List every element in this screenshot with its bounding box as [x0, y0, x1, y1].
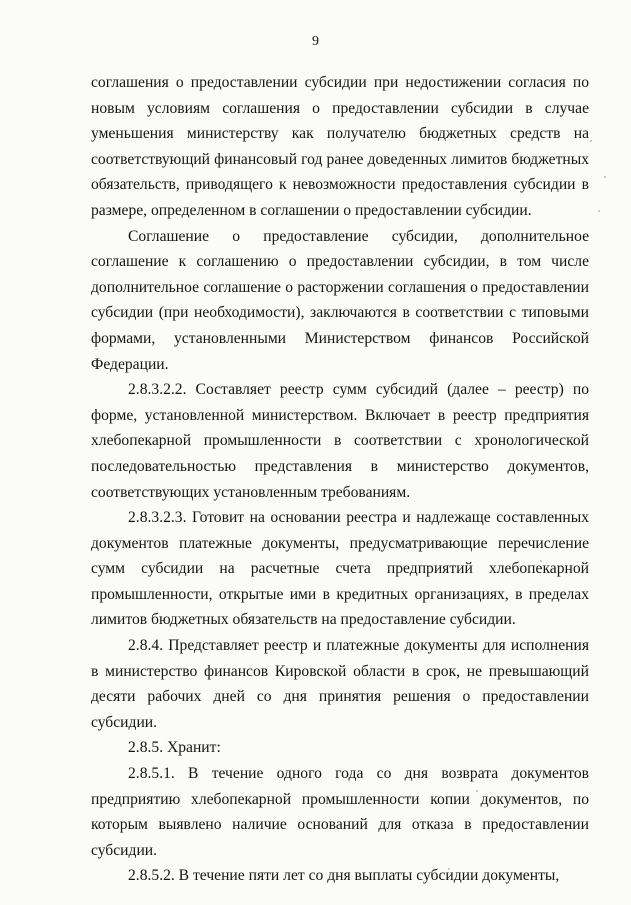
paragraph: 2.8.5.1. В течение одного года со дня возврата документов предприятию хлебопекарной промышленности копии документов, по которым выявлено наличие оснований для отказа в предоставлении субсидии.	[91, 765, 589, 859]
scan-speck	[598, 210, 600, 212]
document-body	[91, 70, 589, 889]
scan-speck	[604, 176, 606, 178]
paragraph: соглашения о предоставлении субсидии при недостижении согласия по новым условиям соглашения о предоставлении субсидии в случае уменьшения министерству как получателю бюджетных средств на соответствующий финансовый год ранее доведенных лимитов бюджетных обязательств, приводящего к невозможности предоставления субсидии в размере, определенном в соглашении о предоставлении субсидии.	[91, 74, 589, 219]
scan-speck	[590, 140, 592, 142]
paragraph: 2.8.4. Представляет реестр и платежные документы для исполнения в министерство финансов Кировской области в срок, не превышающий десяти рабочих дней со дня принятия решения о предоставлении субсидии.	[91, 637, 589, 731]
paragraph: 2.8.5. Хранит:	[128, 739, 221, 757]
paragraph: Соглашение о предоставление субсидии, дополнительное соглашение к соглашению о предоставлении субсидии, в том числе дополнительное соглашение о расторжении соглашения о предоставлении субсидии (при необходимости), заключаются в соответствии с типовыми формами, установленными Министерством финансов Российской Федерации.	[91, 227, 589, 373]
paragraph: 2.8.3.2.2. Составляет реестр сумм субсидий (далее – реестр) по форме, установленной министерством. Включает в реестр предприятия хлебопекарной промышленности в соответствии с хронологической последовательностью представления в министерство документов, соответствующих установленным требованиям.	[91, 381, 589, 501]
page-number: 9	[312, 34, 319, 49]
paragraph: 2.8.3.2.3. Готовит на основании реестра и надлежаще составленных документов платежные документы, предусматривающие перечисление сумм субсидии на расчетные счета предприятий хлебопекарной промышленности, открытые ими в кредитных организациях, в пределах лимитов бюджетных обязательств на предоставление субсидии.	[91, 509, 589, 629]
paragraph: 2.8.5.2. В течение пяти лет со дня выплаты субсидии документы,	[128, 867, 560, 885]
